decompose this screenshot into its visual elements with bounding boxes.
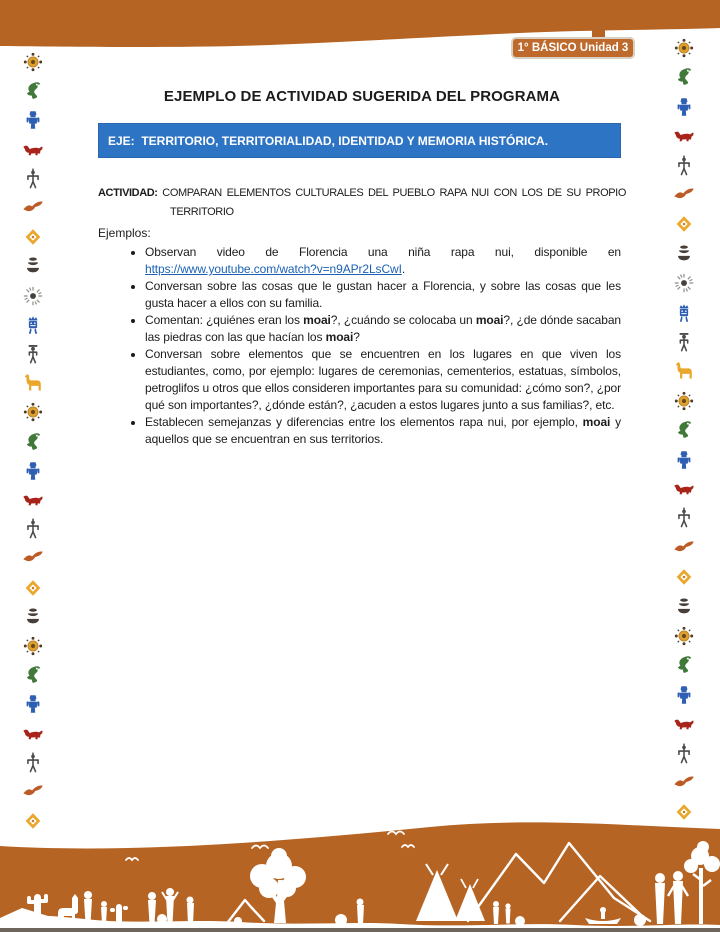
bullet-text: y aquellos que se encuentran en sus territorios. (145, 415, 621, 446)
footer-landscape-decoration (0, 820, 720, 932)
crowned-petroglyph-icon (22, 314, 44, 336)
bold-term: moai (325, 330, 354, 344)
youtube-link[interactable]: https://www.youtube.com/watch?v=n9APr2LsCwI (145, 262, 402, 276)
ancestor-petroglyph-icon (22, 752, 44, 774)
sun-petroglyph-icon (22, 635, 44, 657)
moai-petroglyph-icon (22, 109, 44, 131)
page-title: EJEMPLO DE ACTIVIDAD SUGERIDA DEL PROGRAMA (163, 88, 561, 105)
examples-label: Ejemplos: (98, 226, 151, 240)
birdman-petroglyph-icon (22, 431, 44, 453)
diamond-petroglyph-icon (22, 226, 44, 248)
bold-term: moai (475, 313, 504, 327)
birdman-petroglyph-icon (22, 80, 44, 102)
diamond-petroglyph-icon (673, 566, 695, 588)
bullet-text: Establecen semejanzas y diferencias entre los elementos rapa nui, por ejemplo, (145, 415, 583, 429)
sun-petroglyph-icon (22, 401, 44, 423)
moai-petroglyph-icon (22, 693, 44, 715)
bullet-text: ? (353, 330, 360, 344)
birdman-petroglyph-icon (673, 654, 695, 676)
unit-badge-label: 1° BÁSICO Unidad 3 (517, 42, 629, 54)
sun-petroglyph-icon (22, 51, 44, 73)
pot-petroglyph-icon (22, 255, 44, 277)
fox-petroglyph-icon (673, 125, 695, 147)
activity-label: ACTIVIDAD (98, 187, 155, 199)
diamond-petroglyph-icon (673, 213, 695, 235)
activity-text: COMPARAN ELEMENTOS CULTURALES DEL PUEBLO RAPA NUI CON LOS DE SU PROPIO TERRITORIO (162, 187, 626, 218)
diamond-petroglyph-icon (22, 577, 44, 599)
example-bullet (145, 312, 621, 346)
example-bullet (145, 244, 621, 278)
unit-badge (511, 37, 635, 59)
footer-edge-line (0, 928, 720, 932)
bullet-text: . (401, 262, 406, 276)
condor-petroglyph-icon (22, 781, 44, 803)
eje-banner-text: EJE: TERRITORIO, TERRITORIALIDAD, IDENTIDAD Y MEMORIA HISTÓRICA. (108, 133, 549, 148)
birdman-petroglyph-icon (673, 419, 695, 441)
condor-petroglyph-icon (22, 197, 44, 219)
bullet-text: Comentan: ¿quiénes eran los (145, 313, 304, 327)
ancestor-petroglyph-icon (673, 507, 695, 529)
condor-petroglyph-icon (22, 547, 44, 569)
moai-petroglyph-icon (22, 460, 44, 482)
right-icon-column (662, 0, 706, 932)
fox-petroglyph-icon (673, 713, 695, 735)
sun-petroglyph-icon (673, 390, 695, 412)
llama-petroglyph-icon (22, 372, 44, 394)
birdman-petroglyph-icon (22, 664, 44, 686)
moai-petroglyph-icon (673, 684, 695, 706)
activity-colon: : (154, 187, 163, 199)
tall-ancestor-petroglyph-icon (673, 331, 695, 353)
fox-petroglyph-icon (22, 139, 44, 161)
sun-petroglyph-icon (673, 37, 695, 59)
bullet-text: ?, ¿cuándo se colocaba un (330, 313, 476, 327)
sunburst-petroglyph-icon (673, 272, 695, 294)
pot-petroglyph-icon (673, 243, 695, 265)
examples-list (98, 244, 621, 448)
eje-banner (98, 123, 621, 158)
pot-petroglyph-icon (673, 596, 695, 618)
bold-term: moai (303, 313, 331, 327)
fox-petroglyph-icon (22, 489, 44, 511)
bullet-text: Conversan sobre las cosas que le gustan hacer a Florencia, y sobre las cosas que les gusta hacer a ellos con su familia. (145, 279, 621, 310)
bullet-text: ?, ¿de dónde sacaban las piedras con las que hacían los (145, 313, 621, 344)
bullet-text: Conversan sobre elementos que se encuentren en los lugares en que viven los estudiantes, como, por ejemplo: lugares de ceremonias, cementerios, estatuas, símbolos, petroglifos u otros que ellos consideren importantes para su comunidad: ¿cómo son?, ¿por qué son importantes?, ¿dónde están?, ¿acuden a estos lugares junto a sus familias?, etc. (145, 347, 621, 412)
activity-heading (98, 184, 626, 222)
ancestor-petroglyph-icon (22, 518, 44, 540)
fox-petroglyph-icon (673, 478, 695, 500)
moai-petroglyph-icon (673, 449, 695, 471)
condor-petroglyph-icon (673, 537, 695, 559)
ancestor-petroglyph-icon (673, 155, 695, 177)
example-bullet (145, 414, 621, 448)
llama-petroglyph-icon (673, 360, 695, 382)
sun-petroglyph-icon (673, 625, 695, 647)
bold-term: moai (582, 415, 611, 429)
condor-petroglyph-icon (673, 772, 695, 794)
birdman-petroglyph-icon (673, 66, 695, 88)
pot-petroglyph-icon (22, 606, 44, 628)
ancestor-petroglyph-icon (673, 743, 695, 765)
tall-ancestor-petroglyph-icon (22, 343, 44, 365)
condor-petroglyph-icon (673, 184, 695, 206)
ancestor-petroglyph-icon (22, 168, 44, 190)
example-bullet (145, 346, 621, 414)
sunburst-petroglyph-icon (22, 285, 44, 307)
fox-petroglyph-icon (22, 723, 44, 745)
left-icon-column (11, 0, 55, 932)
bullet-text: Observan video de Florencia una niña rapa nui, disponible en (145, 245, 621, 259)
example-bullet (145, 278, 621, 312)
crowned-petroglyph-icon (673, 302, 695, 324)
moai-petroglyph-icon (673, 96, 695, 118)
